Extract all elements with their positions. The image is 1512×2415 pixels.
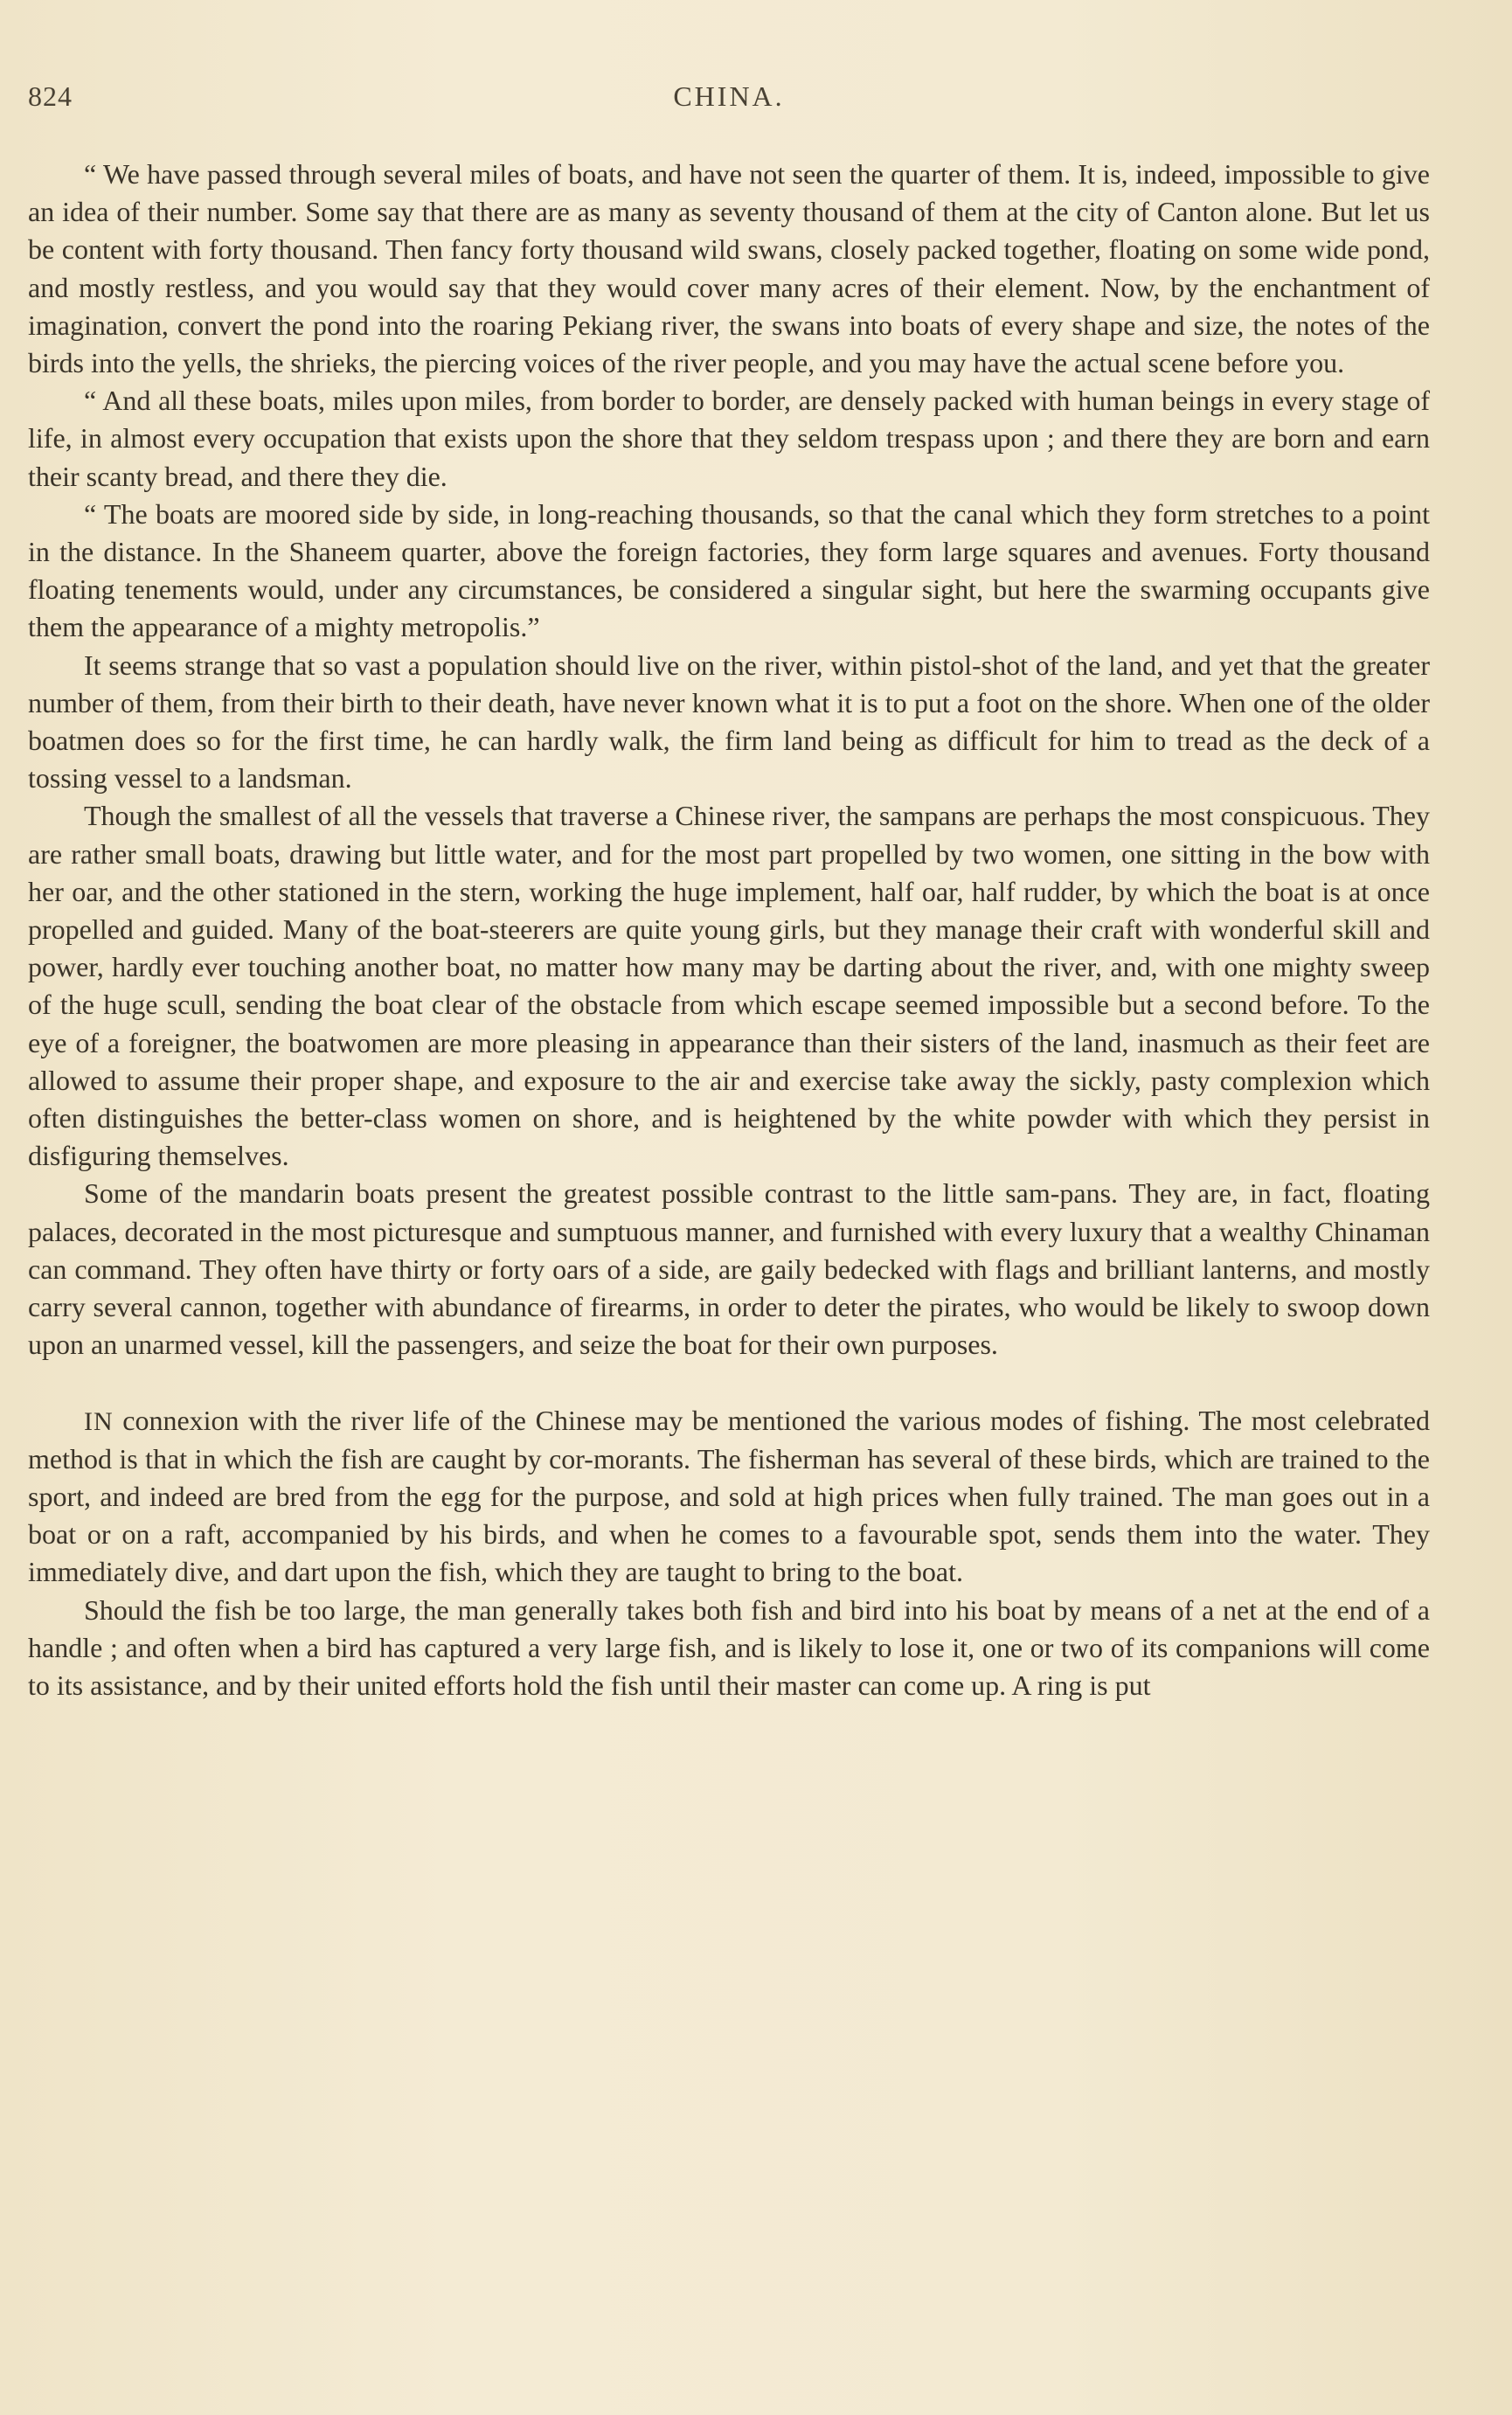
section-opening-paragraph <box>28 1402 1430 1592</box>
section-break <box>28 1364 1430 1402</box>
paragraph: It seems strange that so vast a population should live on the river, within pistol-shot of the land, and yet that the greater number of them, from their birth to their death, have never known what it is to put a foot on the shore. When one of the older boatmen does so for the first time, he can hardly walk, the firm land being as difficult for him to tread as the deck of a tossing vessel to a landsman. <box>28 649 1430 795</box>
page-number: 824 <box>28 80 73 112</box>
paragraph: Should the fish be too large, the man generally takes both fish and bird into his boat by means of a net at the end of a handle ; and often when a bird has captured a very large fish, and is likely to lose it, one or two of its companions will come to its assistance, and by their united efforts hold the fish until their master can come up. A ring is put <box>28 1593 1430 1701</box>
running-title: CHINA. <box>673 80 785 112</box>
paragraph: Some of the mandarin boats present the greatest possible contrast to the little sam-pans. They are, in fact, floating palaces, decorated in the most picturesque and sumptuous manner, and furnished with every luxury that a wealthy Chinaman can command. They often have thirty or forty oars of a side, are gaily bedecked with flags and brilliant lanterns, and mostly carry several cannon, together with abundance of firearms, in order to deter the pirates, who would be likely to swoop down upon an unarmed vessel, kill the passengers, and seize the boat for their own purposes. <box>28 1177 1430 1361</box>
paragraph: “ The boats are moored side by side, in long-reaching thousands, so that the canal which they form stretches to a point in the distance. In the Shaneem quarter, above the foreign factories, they form large squares and avenues. Forty thousand floating tenements would, under any circumstances, be considered a singular sight, but here the swarming occupants give them the appearance of a mighty metropolis.” <box>28 497 1430 643</box>
paragraph: “ We have passed through several miles of boats, and have not seen the quarter of them. It is, indeed, impossible to give an idea of their number. Some say that there are as many as seventy thousand of them at the city of Canton alone. But let us be content with forty thousand. Then fancy forty thousand wild swans, closely packed together, floating on some wide pond, and mostly restless, and you would say that they would cover many acres of their element. Now, by the enchantment of imagination, convert the pond into the roaring Pekiang river, the swans into boats of every shape and size, the notes of the birds into the yells, the shrieks, the piercing voices of the river people, and you may have the actual scene before you. <box>28 158 1430 379</box>
paragraph: Though the smallest of all the vessels that traverse a Chinese river, the sampans are perhaps the most conspicuous. They are rather small boats, drawing but little water, and for the most part propelled by two women, one sitting in the bow with her oar, and the other stationed in the stern, working the huge implement, half oar, half rudder, by which the boat is at once propelled and guided. Many of the boat-steerers are quite young girls, but they manage their craft with wonderful skill and power, hardly ever touching another boat, no matter how many may be darting about the river, and, with one mighty sweep of the huge scull, sending the boat clear of the obstacle from which escape seemed impossible but a second before. To the eye of a foreigner, the boatwomen are more pleasing in appearance than their sisters of the land, inasmuch as their feet are allowed to assume their proper shape, and exposure to the air and exercise take away the sickly, pasty complexion which often distinguishes the better-class women on shore, and is heightened by the white powder with which they persist in disfiguring themselves. <box>28 800 1430 1172</box>
small-caps-opening-word: IN <box>84 1406 114 1436</box>
paragraph: “ And all these boats, miles upon miles, from border to border, are densely packed with human beings in every stage of life, in almost every occupation that exists upon the shore that they seldom trespass upon ; and there they are born and earn their scanty bread, and there they die. <box>28 385 1430 492</box>
text-body <box>28 156 1430 1704</box>
paragraph-text: connexion with the river life of the Chinese may be mentioned the various modes of fishing. The most celebrated method is that in which the fish are caught by cor-morants. The fisherman has several of these birds, which are trained to the sport, and indeed are bred from the egg for the purpose, and sold at high prices when fully trained. The man goes out in a boat or on a raft, accompanied by his birds, and when he comes to a favourable spot, sends them into the water. They immediately dive, and dart upon the fish, which they are taught to bring to the boat. <box>28 1404 1430 1588</box>
running-head <box>28 80 1430 133</box>
